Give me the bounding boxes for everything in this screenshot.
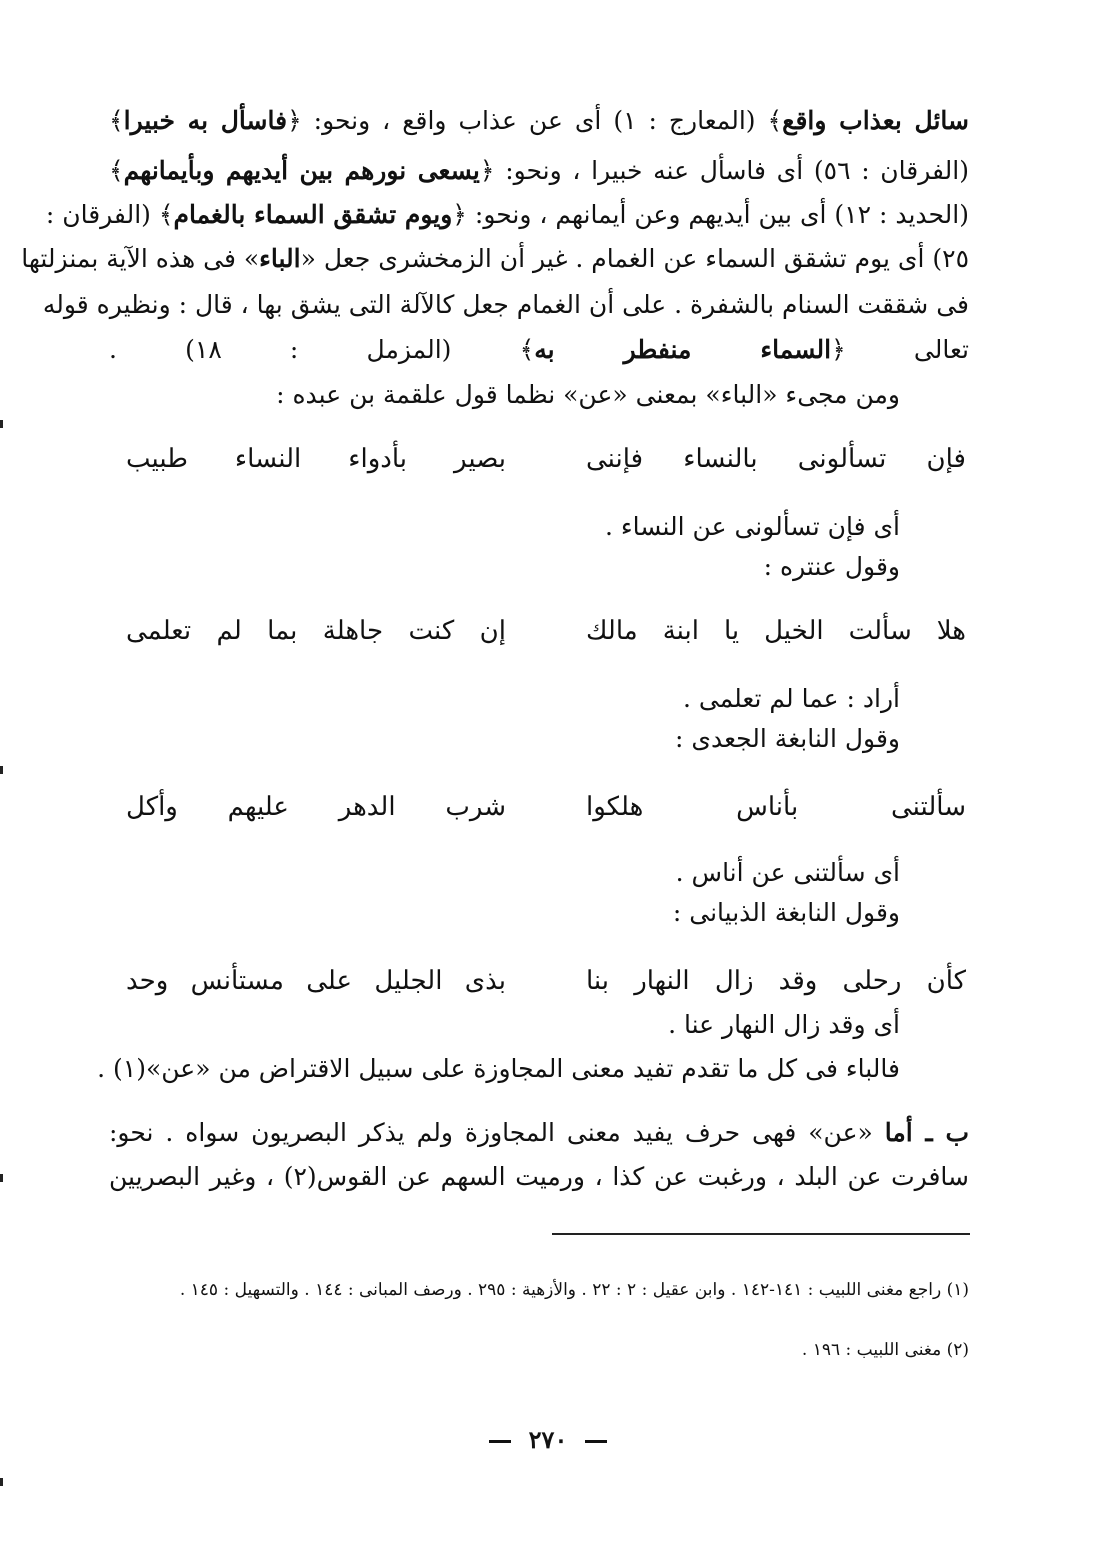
scan-edge-mark xyxy=(0,420,3,428)
section-b-line-1 xyxy=(109,1118,969,1147)
gloss-jadi: أى سألتنى عن أناس . xyxy=(675,858,900,887)
paragraph-line xyxy=(42,290,969,319)
verse-second-hemistich: بذى الجليل على مستأنس وحد xyxy=(126,966,506,996)
paragraph-text: ﴾ (المعارج : ١) أى عن عذاب واقع ، ونحو: ﴿ xyxy=(287,106,783,135)
intro-antara: وقول عنتره : xyxy=(763,552,900,581)
paragraph-line xyxy=(109,106,969,135)
page-number xyxy=(0,1425,1096,1454)
intro-alqama: ومن مجىء «الباء» بمعنى «عن» نظما قول علقمة بن عبده : xyxy=(276,380,900,409)
paragraph-text: فى شققت السنام بالشفرة . على أن الغمام جعل كالآلة التى يشق بها ، قال : ونظيره قوله xyxy=(42,290,969,319)
paragraph-text: ﴾ (المزمل : ١٨) . xyxy=(109,335,535,364)
paragraph-line xyxy=(21,244,969,273)
intro-jadi: وقول النابغة الجعدى : xyxy=(675,724,900,753)
paragraph-line xyxy=(109,156,969,185)
paragraph-text: تعالى ﴿ xyxy=(831,335,969,364)
quranic-quote: يسعى نورهم بين أيديهم وبأيمانهم xyxy=(123,156,480,185)
quranic-quote: فاسأل به خبيرا xyxy=(123,106,288,135)
quranic-quote: سائل بعذاب واقع xyxy=(782,106,969,135)
section-b-lead: ب ـ أما xyxy=(884,1118,969,1147)
scan-edge-mark xyxy=(0,766,3,774)
verse-first-hemistich: سألتنى بأناس هلكوا xyxy=(586,792,966,822)
quranic-quote: السماء منفطر به xyxy=(534,335,832,364)
paragraph-text: ٢٥) أى يوم تشقق السماء عن الغمام . غير أن الزمخشرى جعل « xyxy=(300,244,969,273)
gloss-alqama: أى فإن تسألونى عن النساء . xyxy=(604,512,900,541)
scan-edge-mark xyxy=(0,1478,3,1486)
conclusion-paragraph: فالباء فى كل ما تقدم تفيد معنى المجاوزة على سبيل الاقتراض من «عن»(١) . xyxy=(97,1054,900,1083)
scan-edge-mark xyxy=(0,1174,3,1182)
section-b-line-1-text: «عن» فهى حرف يفيد معنى المجاوزة ولم يذكر البصريون سواه . نحو: xyxy=(109,1118,885,1147)
quranic-quote: الباء xyxy=(259,244,301,273)
paragraph-text: ﴾ xyxy=(109,156,124,185)
verse-first-hemistich: فإن تسألونى بالنساء فإننى xyxy=(586,444,966,474)
section-b-line-2: سافرت عن البلد ، ورغبت عن كذا ، ورميت السهم عن القوس(٢) ، وغير البصريين xyxy=(109,1162,969,1191)
intro-dhubyani: وقول النابغة الذبيانى : xyxy=(672,898,900,927)
footnote-2: (٢) مغنى اللبيب : ١٩٦ . xyxy=(801,1340,969,1360)
footnote-1: (١) راجع مغنى اللبيب : ١٤١-١٤٢ . وابن عقيل : ٢ : ٢٢ . والأزهية : ٢٩٥ . ورصف المبانى : ١٤٤ . والتسهيل : ١٤٥ . xyxy=(179,1280,969,1300)
paragraph-text: » فى هذه الآية بمنزلتها xyxy=(21,244,260,273)
paragraph-text: (الحديد : ١٢) أى بين أيديهم وعن أيمانهم ، ونحو: ﴿ xyxy=(452,200,969,229)
gloss-antara: أراد : عما لم تعلمى . xyxy=(682,684,900,713)
quranic-quote: ويوم تشقق السماء بالغمام xyxy=(173,200,453,229)
page-number-dash xyxy=(585,1440,607,1443)
gloss-dhubyani: أى وقد زال النهار عنا . xyxy=(668,1010,900,1039)
verse-second-hemistich: بصير بأدواء النساء طبيب xyxy=(126,444,506,474)
footnote-divider xyxy=(552,1233,970,1235)
paragraph-text: (الفرقان : ٥٦) أى فاسأل عنه خبيرا ، ونحو: ﴿ xyxy=(479,156,969,185)
paragraph-line xyxy=(109,335,969,364)
paragraph-line xyxy=(45,200,969,229)
verse-second-hemistich: إن كنت جاهلة بما لم تعلمى xyxy=(126,616,506,646)
page-number-value: ٢٧٠ xyxy=(528,1425,568,1454)
paragraph-text: ﴾ (الفرقان : xyxy=(45,200,174,229)
verse-first-hemistich: كأن رحلى وقد زال النهار بنا xyxy=(586,966,966,996)
verse-second-hemistich: شرب الدهر عليهم وأكل xyxy=(126,792,506,822)
verse-first-hemistich: هلا سألت الخيل يا ابنة مالك xyxy=(586,616,966,646)
page-number-dash xyxy=(489,1440,511,1443)
paragraph-text: ﴾ xyxy=(109,106,124,135)
